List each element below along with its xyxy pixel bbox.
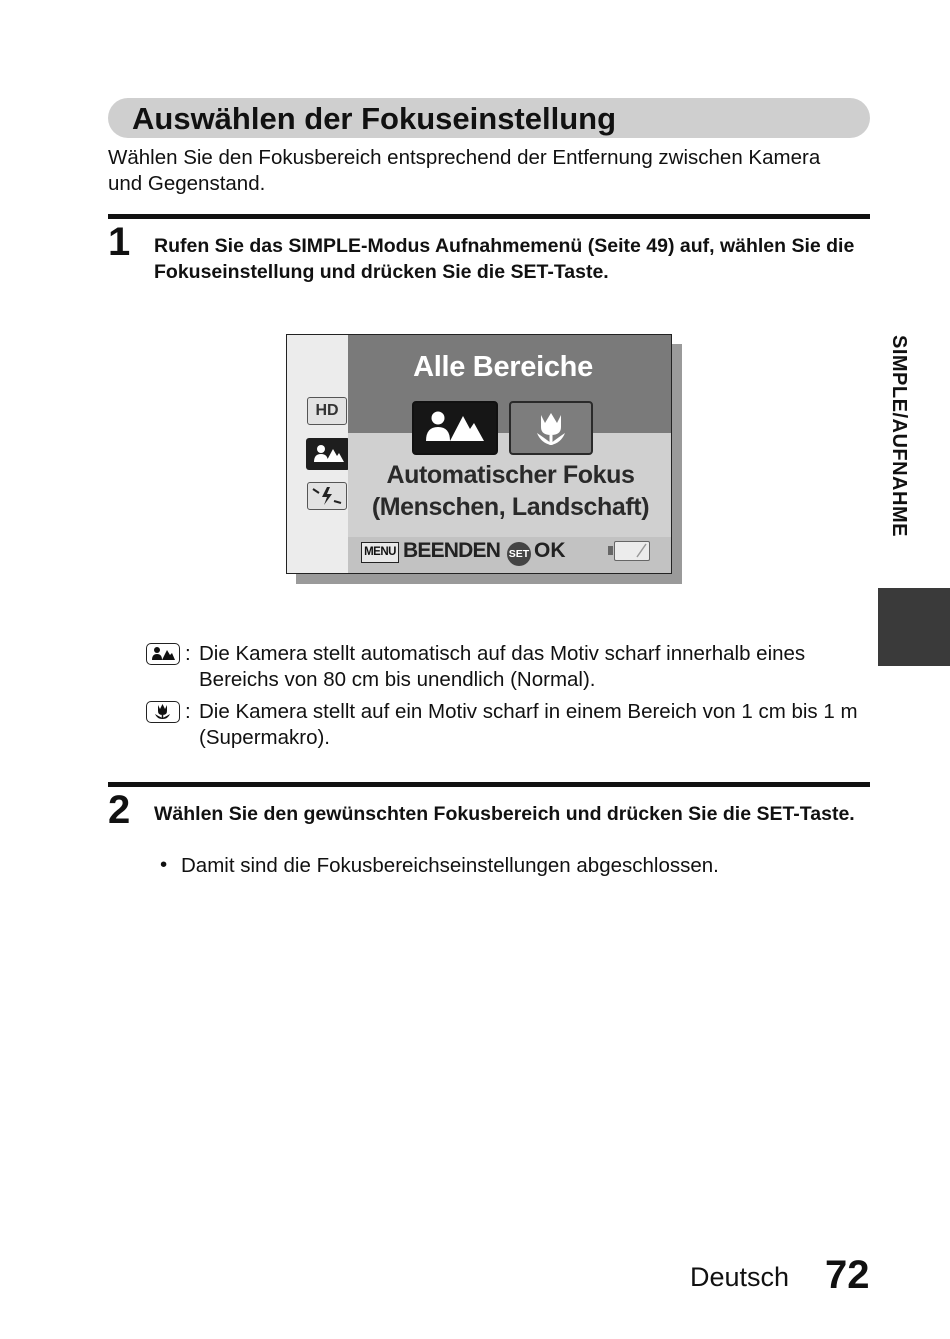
set-key-icon: SET <box>507 542 531 566</box>
exit-label: BEENDEN <box>403 539 501 562</box>
step-2-bullet-text: Damit sind die Fokusbereichseinstellungen abgeschlossen. <box>181 854 719 877</box>
hd-icon: HD <box>307 397 347 425</box>
battery-tip <box>608 546 613 555</box>
step-2-text: Wählen Sie den gewünschten Fokusbereich und drücken Sie die SET-Taste. <box>154 803 855 825</box>
footer-language: Deutsch <box>690 1262 790 1292</box>
step-1-number: 1 <box>108 220 131 264</box>
screen-heading: Alle Bereiche <box>413 351 593 383</box>
ok-label: OK <box>534 539 566 562</box>
option-portrait-landscape-icon[interactable] <box>412 401 498 455</box>
intro-text: Wählen Sie den Fokusbereich entsprechend der Entfernung zwischen Kamera und Gegenstand. <box>108 146 821 195</box>
bullet-marker: • <box>160 853 168 876</box>
page-number: 72 <box>825 1253 870 1297</box>
menu-key-icon: MENU <box>361 542 399 563</box>
portrait-landscape-icon <box>146 643 180 665</box>
screen-description-line-2: (Menschen, Landschaft) <box>371 493 650 521</box>
option-2-description: Die Kamera stellt auf ein Motiv scharf in einem Bereich von 1 cm bis 1 m (Supermakro). <box>199 700 858 749</box>
step-1-text: Rufen Sie das SIMPLE-Modus Aufnahmemenü (Seite 49) auf, wählen Sie die Fokuseinstellung und drücken Sie die SET-Taste. <box>154 235 855 283</box>
step-2-number: 2 <box>108 788 131 832</box>
step-1-divider <box>108 214 870 219</box>
step-2-divider <box>108 782 870 787</box>
screen-description-line-1: Automatischer Fokus <box>386 461 635 489</box>
chapter-tab-marker <box>878 588 950 666</box>
section-title-bar <box>108 98 870 138</box>
option-1-description: Die Kamera stellt automatisch auf das Motiv scharf innerhalb eines Bereichs von 80 cm bis unendlich (Normal). <box>199 642 806 691</box>
chapter-tab-label: SIMPLE/AUFNAHME <box>888 335 910 537</box>
tulip-macro-icon <box>146 701 180 723</box>
section-title: Auswählen der Fokuseinstellung <box>132 101 617 136</box>
screen-description <box>348 459 672 523</box>
option-tulip-macro-icon[interactable] <box>509 401 593 455</box>
option-1-colon: : <box>185 642 191 665</box>
flash-icon <box>307 482 347 510</box>
option-2-colon: : <box>185 700 191 723</box>
battery-icon <box>614 541 650 561</box>
camera-screen <box>286 334 672 574</box>
portrait-landscape-icon <box>306 438 350 470</box>
